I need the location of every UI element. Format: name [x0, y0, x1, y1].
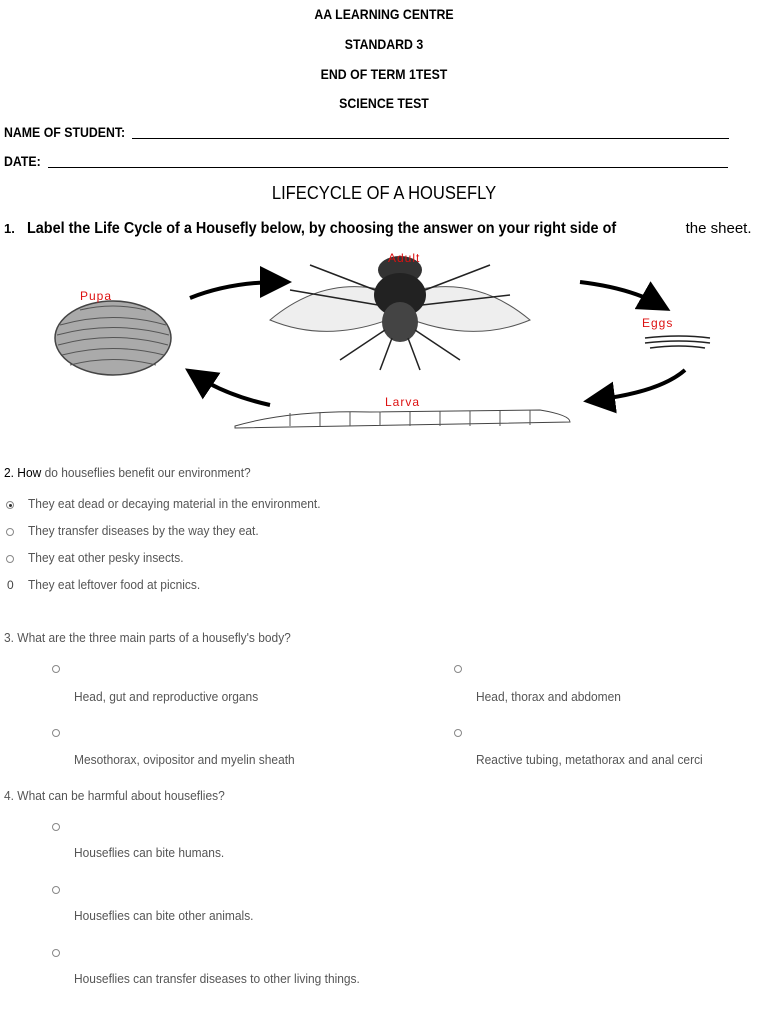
question-3: 3. What are the three main parts of a housefly's body?: [4, 630, 291, 645]
date-label: DATE:: [4, 153, 41, 169]
eggs-image: [645, 336, 710, 348]
q2-option-2-label: They transfer diseases by the way they eat.: [28, 523, 259, 538]
larva-label: Larva: [385, 395, 421, 409]
term-label: END OF TERM 1TEST: [320, 66, 448, 82]
question-2-number: 2.: [4, 465, 18, 480]
q4-option-2-radio[interactable]: [52, 886, 60, 894]
housefly-lifecycle-diagram: [40, 250, 740, 435]
standard-label: STANDARD 3: [344, 36, 424, 52]
q2-option-1-label: They eat dead or decaying material in the environment.: [28, 496, 321, 511]
adult-fly-image: [270, 256, 530, 370]
q4-option-3-label: Houseflies can transfer diseases to other living things.: [74, 971, 360, 986]
eggs-label: Eggs: [642, 316, 674, 330]
pupa-label: Pupa: [80, 289, 113, 303]
q3-option-2-radio[interactable]: [454, 665, 462, 673]
q2-option-3-radio[interactable]: [6, 555, 14, 563]
q4-option-2-label: Houseflies can bite other animals.: [74, 908, 254, 923]
q3-option-4-label: Reactive tubing, metathorax and anal cerci: [476, 752, 703, 767]
q3-option-1-label: Head, gut and reproductive organs: [74, 689, 259, 704]
q4-option-3-radio[interactable]: [52, 949, 60, 957]
question-2: [4, 465, 251, 480]
question-4: 4. What can be harmful about houseflies?: [4, 788, 225, 803]
question-2-how: How: [17, 465, 42, 480]
q2-option-1-radio[interactable]: [6, 501, 14, 509]
date-field[interactable]: [48, 167, 728, 168]
page-title: LIFECYCLE OF A HOUSEFLY: [271, 183, 497, 203]
school-name: AA LEARNING CENTRE: [314, 6, 454, 22]
question-1-text-bold: Label the Life Cycle of a Housefly below, by choosing the answer on your right side of: [26, 220, 617, 237]
q3-option-1-radio[interactable]: [52, 665, 60, 673]
pupa-image: [55, 301, 171, 375]
q4-option-1-radio[interactable]: [52, 823, 60, 831]
q4-option-1-label: Houseflies can bite humans.: [74, 845, 225, 860]
q3-option-2-label: Head, thorax and abdomen: [476, 689, 621, 704]
q3-option-3-label: Mesothorax, ovipositor and myelin sheath: [74, 752, 295, 767]
subject-label: SCIENCE TEST: [339, 95, 429, 111]
q2-option-3-label: They eat other pesky insects.: [28, 550, 184, 565]
q2-option-4-marker[interactable]: 0: [7, 578, 14, 592]
question-1: [4, 220, 752, 238]
question-1-number: 1.: [4, 221, 15, 236]
arrow-adult-to-eggs: [580, 282, 660, 305]
larva-image: [235, 410, 570, 428]
q2-option-4-label: They eat leftover food at picnics.: [28, 577, 201, 592]
q3-option-3-radio[interactable]: [52, 729, 60, 737]
q2-option-2-radio[interactable]: [6, 528, 14, 536]
adult-label: Adult: [388, 251, 421, 265]
arrow-larva-to-pupa: [195, 375, 270, 405]
arrow-eggs-to-larva: [595, 370, 685, 400]
question-1-text-plain: the sheet.: [681, 220, 752, 237]
q3-option-4-radio[interactable]: [454, 729, 462, 737]
student-name-label: NAME OF STUDENT:: [4, 124, 126, 140]
arrow-pupa-to-adult: [190, 282, 280, 298]
question-2-text: do houseflies benefit our environment?: [41, 465, 251, 480]
student-name-field[interactable]: [132, 138, 729, 139]
